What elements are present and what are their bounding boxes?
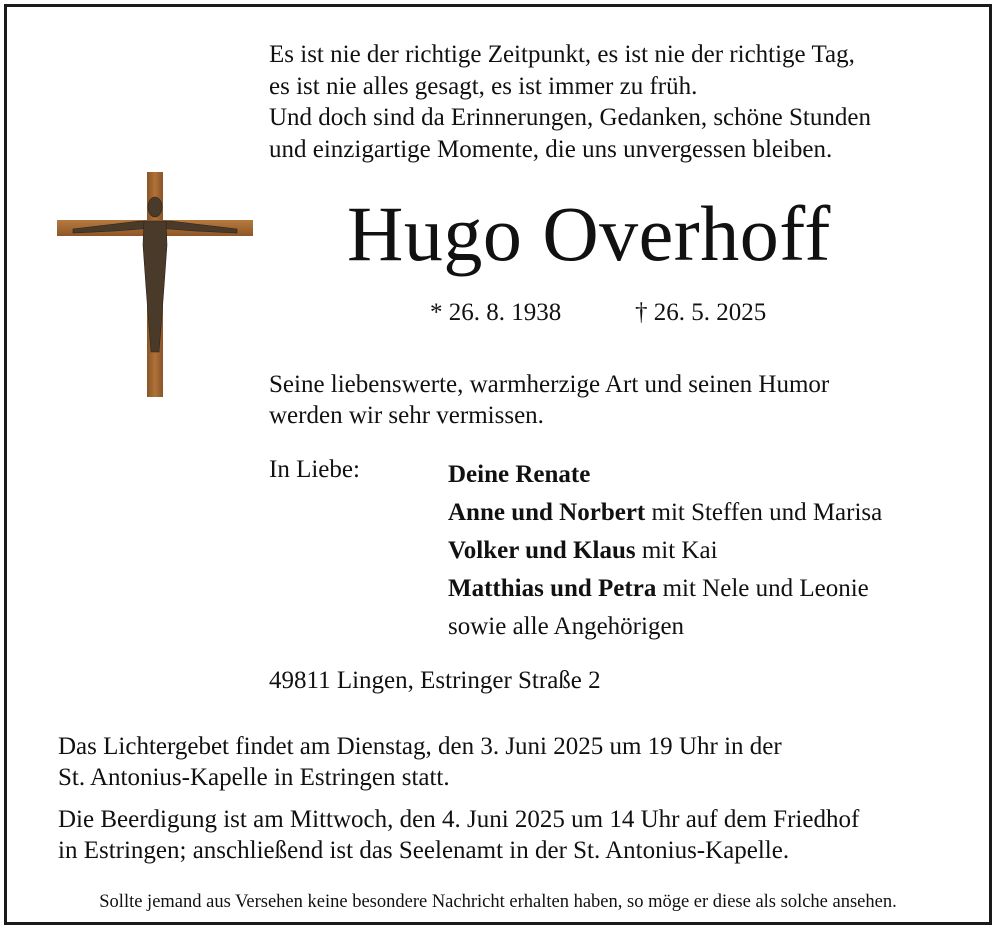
poem-line: und einzigartige Momente, die uns unvergessen bleiben. [269,135,833,163]
family-address: 49811 Lingen, Estringer Straße 2 [269,667,601,694]
obituary-notice [4,4,992,925]
mourner-names: Matthias und Petra [448,575,657,602]
mourner-extra: mit Kai [635,537,718,564]
mourner-row [448,494,882,532]
poem-line: Es ist nie der richtige Zeitpunkt, es ist nie der richtige Tag, [269,41,855,68]
service-line: Die Beerdigung ist am Mittwoch, den 4. Juni 2025 um 14 Uhr auf dem Friedhof [58,806,860,833]
service-line: St. Antonius-Kapelle in Estringen statt. [58,764,450,791]
service-line: Das Lichtergebet findet am Dienstag, den 3. Juni 2025 um 19 Uhr in der [58,733,782,760]
mourner-row [448,570,882,608]
birth-date: * 26. 8. 1938 [430,299,562,326]
funeral-notice [58,804,859,866]
mourner-names: Volker und Klaus [448,537,636,564]
memorial-poem [269,39,871,165]
tribute-line: Seine liebenswerte, warmherzige Art und seinen Humor [269,371,830,398]
footer-note: Sollte jemand aus Versehen keine besondere Nachricht erhalten haben, so möge er diese als solche ansehen. [99,892,897,912]
mourner-names: Anne und Norbert [448,499,646,526]
crucifix-icon [55,167,255,397]
mourner-row [448,456,882,494]
mourner-row [448,608,882,646]
deceased-name: Hugo Overhoff [347,190,831,277]
mourner-names: Deine Renate [448,461,591,488]
tribute-text [269,369,829,431]
mourner-row [448,532,882,570]
mourners-list [448,456,882,646]
mourner-extra: mit Steffen und Marisa [645,499,883,526]
death-date: † 26. 5. 2025 [635,299,767,326]
tribute-line: werden wir sehr vermissen. [269,402,544,429]
poem-line: Und doch sind da Erinnerungen, Gedanken, schöne Stunden [269,104,871,131]
lichtergebet-notice [58,731,782,793]
mourners-label: In Liebe: [269,456,360,483]
mourner-extra: sowie alle Angehörigen [448,613,685,640]
service-line: in Estringen; anschließend ist das Seelenamt in der St. Antonius-Kapelle. [58,837,790,864]
poem-line: es ist nie alles gesagt, es ist immer zu früh. [269,72,698,100]
mourner-extra: mit Nele und Leonie [656,575,869,602]
